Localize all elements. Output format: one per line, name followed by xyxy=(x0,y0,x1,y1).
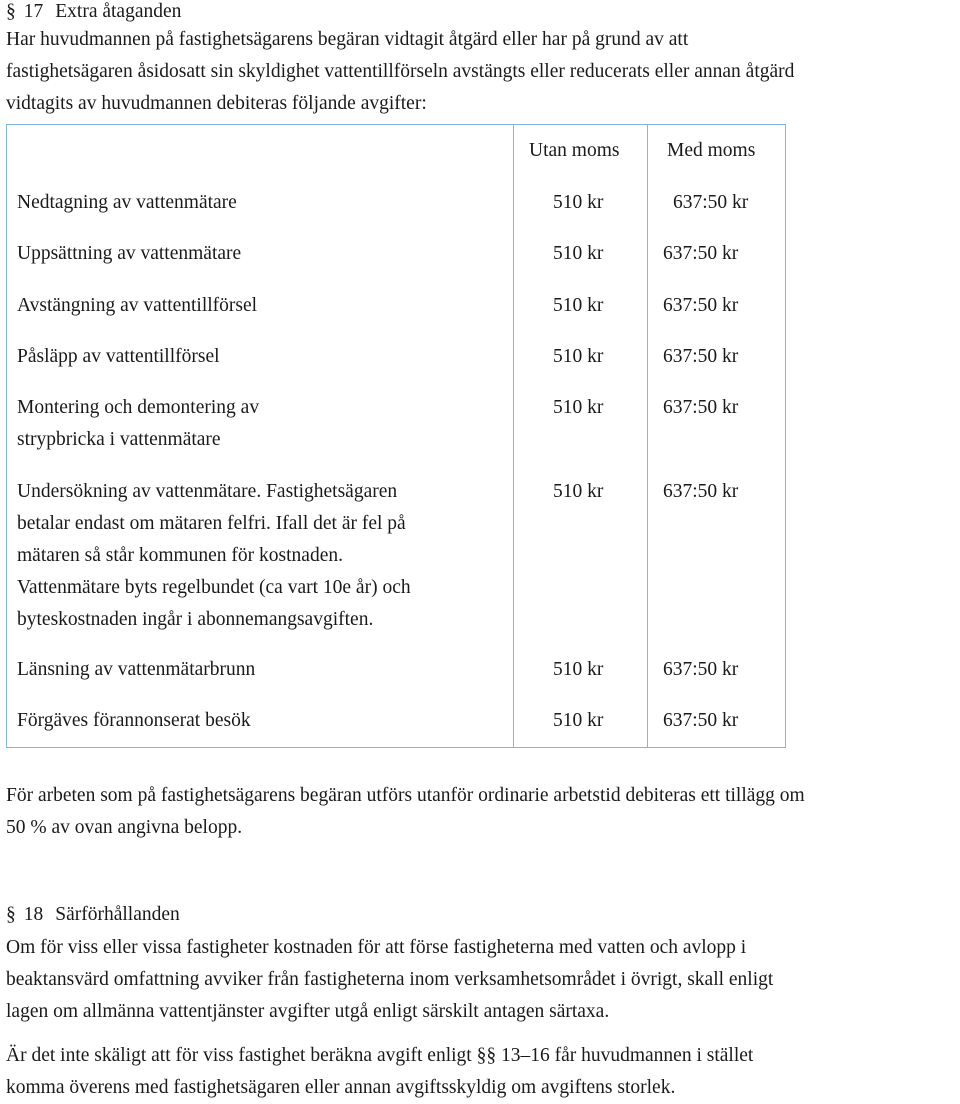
price-excl-vat: 510 kr xyxy=(553,397,604,418)
price-incl-vat: 637:50 kr xyxy=(663,659,739,680)
section-18-heading xyxy=(6,903,180,927)
paragraph-line: komma överens med fastighetsägaren eller annan avgiftsskyldig om avgiftens storlek. xyxy=(6,1077,676,1098)
section-title: Extra åtaganden xyxy=(55,1,182,22)
price-excl-vat: 510 kr xyxy=(553,192,604,213)
row-label: Förgäves förannonserat besök xyxy=(17,710,251,731)
column-divider xyxy=(647,125,648,747)
price-incl-vat: 637:50 kr xyxy=(663,295,739,316)
intro-line: vidtagits av huvudmannen debiteras följande avgifter: xyxy=(6,93,427,114)
intro-line: fastighetsägaren åsidosatt sin skyldighet vattentillförseln avstängts eller reducerats eller annan åtgärd xyxy=(6,61,795,82)
price-excl-vat: 510 kr xyxy=(553,295,604,316)
row-label: Uppsättning av vattenmätare xyxy=(17,243,242,264)
section-18-paragraph-1 xyxy=(6,932,958,1028)
section-symbol: § xyxy=(6,1,16,22)
header-med-moms: Med moms xyxy=(667,140,756,161)
price-incl-vat: 637:50 kr xyxy=(673,192,749,213)
price-excl-vat: 510 kr xyxy=(553,659,604,680)
intro-line: Har huvudmannen på fastighetsägarens begäran vidtagit åtgärd eller har på grund av att xyxy=(6,29,689,50)
note-line: För arbeten som på fastighetsägarens begäran utförs utanför ordinarie arbetstid debiteras ett tillägg om xyxy=(6,785,805,806)
price-excl-vat: 510 kr xyxy=(553,481,604,502)
price-excl-vat: 510 kr xyxy=(553,243,604,264)
note-line: 50 % av ovan angivna belopp. xyxy=(6,817,243,838)
fee-table xyxy=(6,124,786,748)
paragraph-line: Om för viss eller vissa fastigheter kostnaden för att förse fastigheterna med vatten och avlopp i xyxy=(6,937,747,958)
row-label: Undersökning av vattenmätare. Fastighetsägaren betalar endast om mätaren felfri. Ifall det är fel på mätaren så står kommunen för kostnaden. Vattenmätare byts regelbundet (ca vart 10e år) och byteskostnaden ingår i abonnemangsavgiften. xyxy=(17,481,411,630)
overtime-note xyxy=(6,780,958,844)
section-title: Särförhållanden xyxy=(55,904,180,925)
price-incl-vat: 637:50 kr xyxy=(663,397,739,418)
section-17-intro xyxy=(6,24,958,120)
price-incl-vat: 637:50 kr xyxy=(663,243,739,264)
row-label: Nedtagning av vattenmätare xyxy=(17,192,237,213)
header-utan-moms: Utan moms xyxy=(529,140,620,161)
row-label: Länsning av vattenmätarbrunn xyxy=(17,659,256,680)
row-label: Avstängning av vattentillförsel xyxy=(17,295,258,316)
paragraph-line: lagen om allmänna vattentjänster avgifter utgå enligt särskilt antagen särtaxa. xyxy=(6,1001,610,1022)
section-number: 18 xyxy=(23,904,44,925)
row-label: Montering och demontering av strypbricka i vattenmätare xyxy=(17,397,260,450)
price-excl-vat: 510 kr xyxy=(553,710,604,731)
section-18-paragraph-2 xyxy=(6,1040,958,1104)
price-incl-vat: 637:50 kr xyxy=(663,481,739,502)
paragraph-line: beaktansvärd omfattning avviker från fastigheterna inom verksamhetsområdet i övrigt, skall enligt xyxy=(6,969,774,990)
price-excl-vat: 510 kr xyxy=(553,346,604,367)
section-17-heading xyxy=(6,0,181,24)
paragraph-line: Är det inte skäligt att för viss fastighet beräkna avgift enligt §§ 13–16 får huvudmannen i stället xyxy=(6,1045,754,1066)
section-number: 17 xyxy=(23,1,44,22)
price-incl-vat: 637:50 kr xyxy=(663,346,739,367)
row-label: Påsläpp av vattentillförsel xyxy=(17,346,220,367)
price-incl-vat: 637:50 kr xyxy=(663,710,739,731)
section-symbol: § xyxy=(6,904,16,925)
